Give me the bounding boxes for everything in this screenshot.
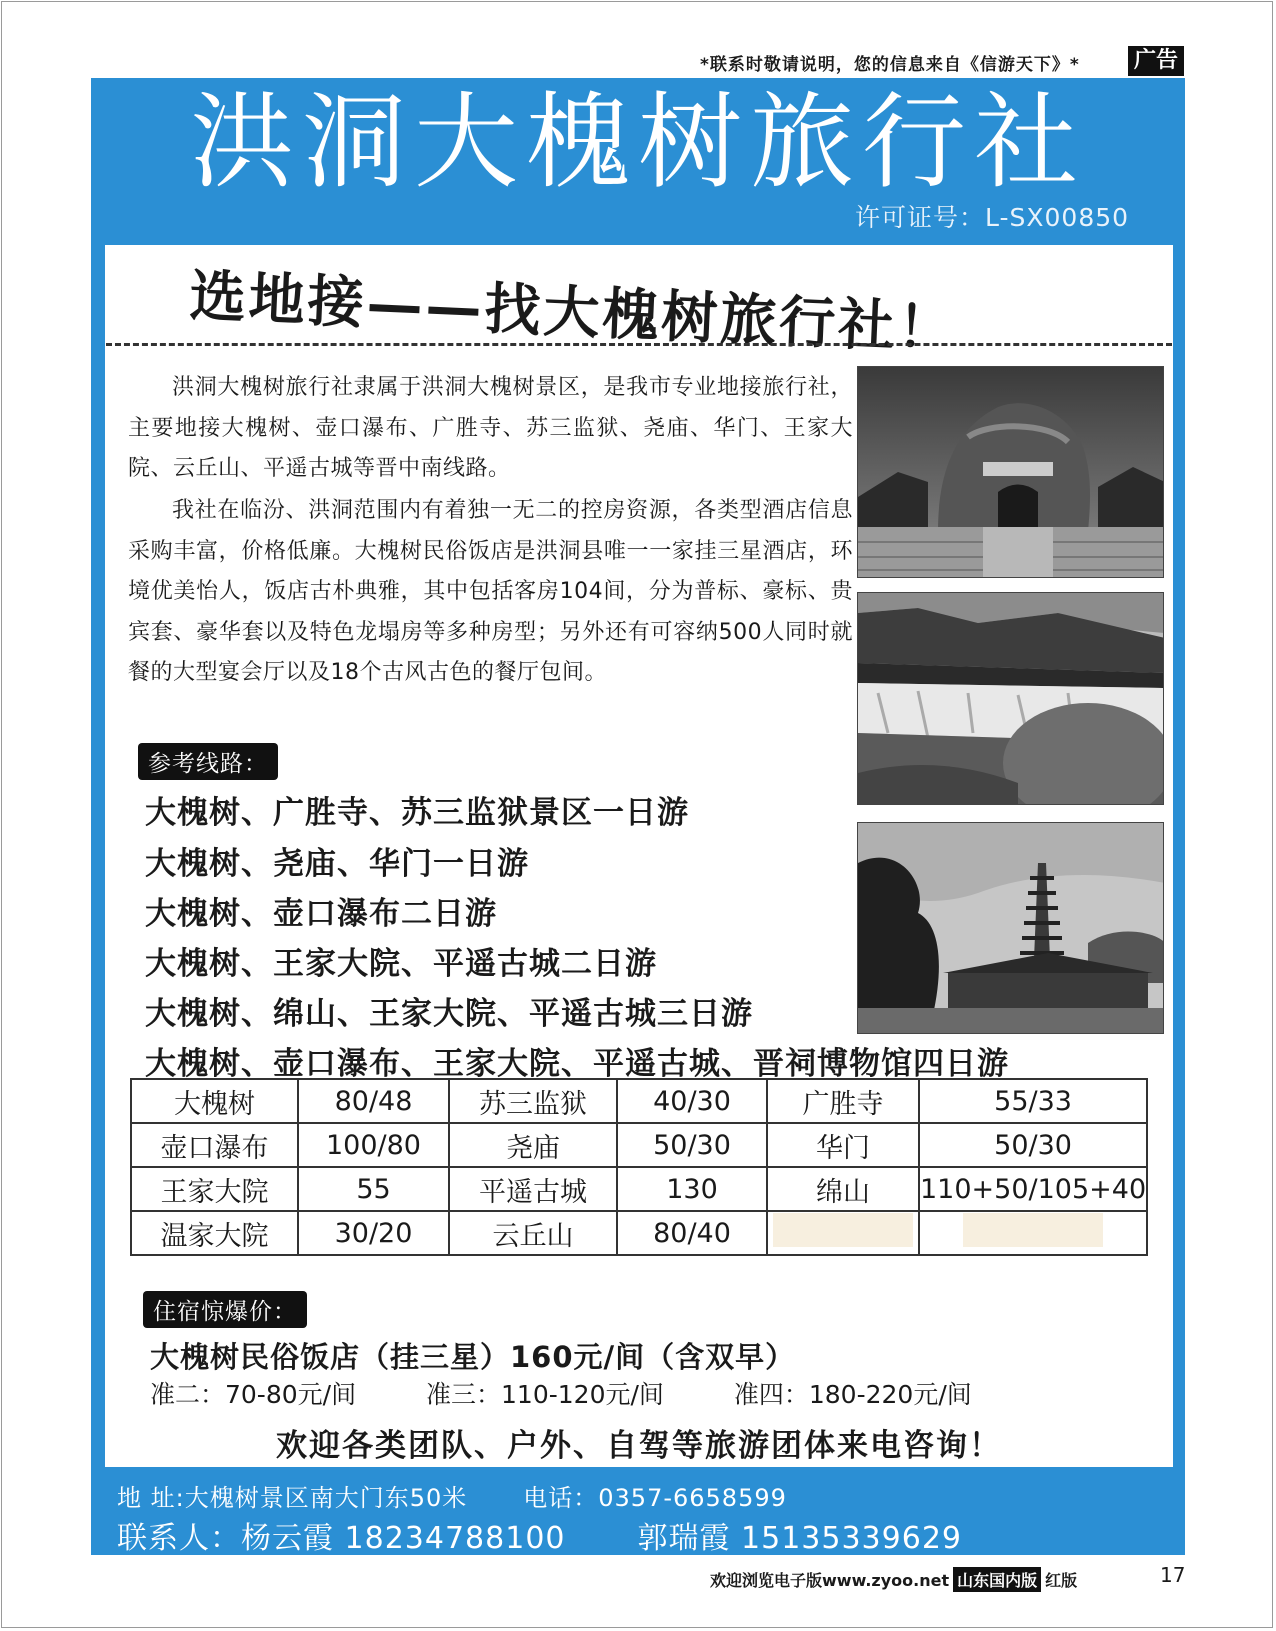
- version-label: 红版: [1045, 1571, 1078, 1590]
- spot-price: 110+50/105+40: [919, 1167, 1147, 1211]
- agency-title: 洪洞大槐树旅行社: [189, 81, 1086, 203]
- ticket-price-table: [130, 1078, 1148, 1256]
- blank-patch: [773, 1213, 913, 1247]
- footer-note: 欢迎浏览电子版www.zyoo.net: [710, 1571, 950, 1590]
- spot-price: 40/30: [617, 1079, 767, 1123]
- spot-name: 广胜寺: [767, 1079, 919, 1123]
- spot-price: 55/33: [919, 1079, 1147, 1123]
- photo-scenic-gate: [857, 366, 1164, 578]
- address: 地 址:大槐树景区南大门东50米: [117, 1484, 468, 1512]
- spot-name: 壶口瀑布: [131, 1123, 298, 1167]
- spot-name: 大槐树: [131, 1079, 298, 1123]
- page-number: 17: [1160, 1563, 1186, 1587]
- spot-price: 80/40: [617, 1211, 767, 1255]
- empty-cell: [919, 1211, 1147, 1255]
- welcome-message: 欢迎各类团队、户外、自驾等旅游团体来电咨询！: [276, 1428, 1002, 1464]
- address-line: [117, 1478, 787, 1513]
- route-item: 大槐树、绵山、王家大院、平遥古城三日游: [145, 996, 753, 1032]
- dashed-divider: [106, 343, 1172, 346]
- route-item: 大槐树、壶口瀑布、王家大院、平遥古城、晋祠博物馆四日游: [145, 1046, 1009, 1082]
- route-item: 大槐树、王家大院、平遥古城二日游: [145, 946, 657, 982]
- spot-name: 云丘山: [449, 1211, 617, 1255]
- spot-price: 30/20: [298, 1211, 449, 1255]
- phone: 电话：0357-6658599: [523, 1484, 787, 1512]
- spot-price: 55: [298, 1167, 449, 1211]
- contact-person-2: 郭瑞霞 15135339629: [637, 1521, 962, 1556]
- spot-name: 华门: [767, 1123, 919, 1167]
- blank-patch: [963, 1213, 1103, 1247]
- room-price: 准二：70-80元/间: [150, 1380, 357, 1409]
- intro-paragraph-1: 洪洞大槐树旅行社隶属于洪洞大槐树景区，是我市专业地接旅行社，主要地接大槐树、壶口瀑布、广胜寺、苏三监狱、尧庙、华门、王家大院、云丘山、平遥古城等晋中南线路。: [128, 375, 853, 481]
- contacts-line: [117, 1513, 962, 1557]
- room-price: 准三：110-120元/间: [426, 1380, 664, 1409]
- route-item: 大槐树、壶口瀑布二日游: [145, 896, 497, 932]
- license-number: 许可证号：L-SX00850: [855, 203, 1130, 232]
- room-price-list: [150, 1375, 1034, 1411]
- routes-label: 参考线路：: [138, 743, 278, 780]
- lodging-label: 住宿惊爆价：: [143, 1291, 307, 1328]
- route-item: 大槐树、尧庙、华门一日游: [145, 846, 529, 882]
- ad-tag: 广告: [1128, 46, 1184, 76]
- room-price: 准四：180-220元/间: [733, 1380, 972, 1409]
- spot-price: 100/80: [298, 1123, 449, 1167]
- spot-name: 王家大院: [131, 1167, 298, 1211]
- edition-badge: 山东国内版: [953, 1567, 1041, 1592]
- spot-price: 80/48: [298, 1079, 449, 1123]
- table-row: [131, 1167, 1147, 1211]
- spot-price: 130: [617, 1167, 767, 1211]
- spot-name: 苏三监狱: [449, 1079, 617, 1123]
- route-item: 大槐树、广胜寺、苏三监狱景区一日游: [145, 795, 689, 831]
- photo-pagoda: [857, 822, 1164, 1034]
- contact-person-1: 联系人：杨云霞 18234788100: [117, 1521, 566, 1556]
- photo-waterfall: [857, 592, 1164, 805]
- intro-paragraph-2: 我社在临汾、洪洞范围内有着独一无二的控房资源，各类型酒店信息采购丰富，价格低廉。大槐树民俗饭店是洪洞县唯一一家挂三星酒店，环境优美怡人，饭店古朴典雅，其中包括客房104间，分为普标、豪标、贵宾套、豪华套以及特色龙塌房等多种房型；另外还有可容纳500人同时就餐的大型宴会厅以及18个古风古色的餐厅包间。: [128, 498, 853, 685]
- footer: [710, 1567, 1077, 1592]
- source-note: *联系时敬请说明，您的信息来自《信游天下》*: [700, 55, 1080, 75]
- spot-price: 50/30: [617, 1123, 767, 1167]
- table-row: [131, 1123, 1147, 1167]
- slogan: 选地接——找大槐树旅行社！: [188, 264, 958, 363]
- spot-name: 绵山: [767, 1167, 919, 1211]
- table-row: [131, 1079, 1147, 1123]
- table-row: [131, 1211, 1147, 1255]
- hotel-offer: 大槐树民俗饭店（挂三星）160元/间（含双早）: [150, 1340, 796, 1374]
- empty-cell: [767, 1211, 919, 1255]
- spot-name: 平遥古城: [449, 1167, 617, 1211]
- spot-name: 温家大院: [131, 1211, 298, 1255]
- spot-price: 50/30: [919, 1123, 1147, 1167]
- spot-name: 尧庙: [449, 1123, 617, 1167]
